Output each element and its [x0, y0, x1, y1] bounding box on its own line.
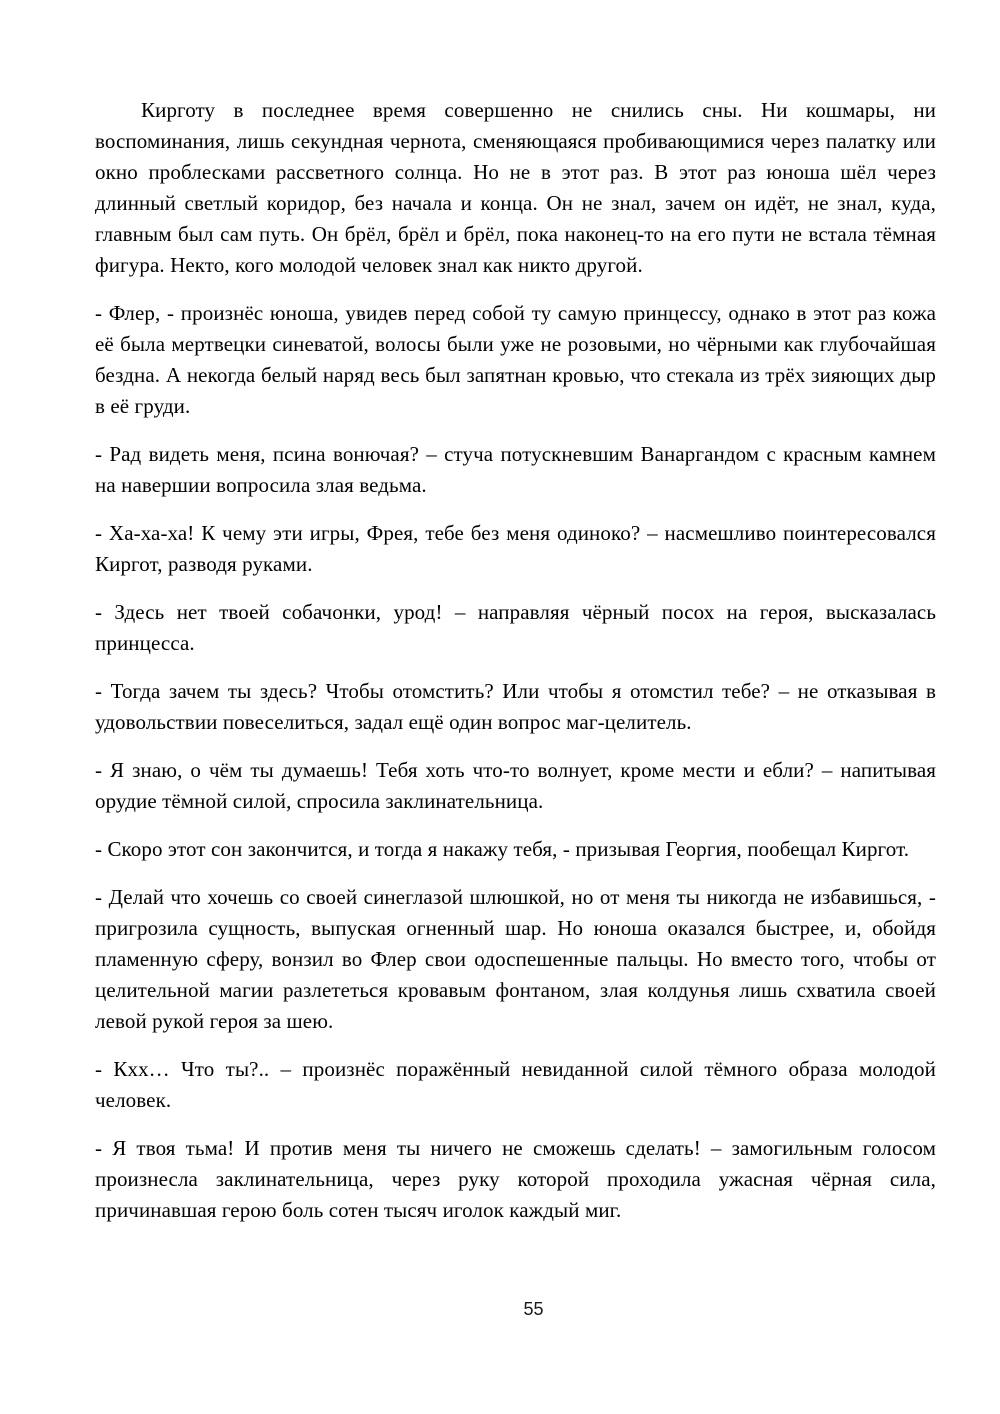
paragraph-dialogue: - Я твоя тьма! И против меня ты ничего не сможешь сделать! – замогильным голосом произнесла заклинательница, через руку которой проходила ужасная чёрная сила, причинавшая герою боль сотен тысяч иголок каждый миг.	[95, 1136, 936, 1222]
paragraph-dialogue: - Я знаю, о чём ты думаешь! Тебя хоть что-то волнует, кроме мести и ебли? – напитывая орудие тёмной силой, спросила заклинательница.	[95, 758, 936, 813]
page-footer	[95, 1298, 936, 1320]
paragraph-narration: Кирготу в последнее время совершенно не снились сны. Ни кошмары, ни воспоминания, лишь секундная чернота, сменяющаяся пробивающимися через палатку или окно проблесками рассветного солнца. Но не в этот раз. В этот раз юноша шёл через длинный светлый коридор, без начала и конца. Он не знал, зачем он идёт, не знал, куда, главным был сам путь. Он брёл, брёл и брёл, пока наконец-то на его пути не встала тёмная фигура. Некто, кого молодой человек знал как никто другой.	[95, 98, 936, 277]
paragraph-dialogue: - Флер, - произнёс юноша, увидев перед собой ту самую принцессу, однако в этот раз кожа её была мертвецки синеватой, волосы были уже не розовыми, но чёрными как глубочайшая бездна. А некогда белый наряд весь был запятнан кровью, что стекала из трёх зияющих дыр в её груди.	[95, 301, 936, 418]
paragraph-dialogue: - Делай что хочешь со своей синеглазой шлюшкой, но от меня ты никогда не избавишься, - пригрозила сущность, выпуская огненный шар. Но юноша оказался быстрее, и, обойдя пламенную сферу, вонзил во Флер свои одоспешенные пальцы. Но вместо того, чтобы от целительной магии разлететься кровавым фонтаном, злая колдунья лишь схватила своей левой рукой героя за шею.	[95, 885, 936, 1033]
paragraph-dialogue: - Здесь нет твоей собачонки, урод! – направляя чёрный посох на героя, высказалась принцесса.	[95, 600, 936, 655]
paragraph-dialogue: - Тогда зачем ты здесь? Чтобы отомстить? Или чтобы я отомстил тебе? – не отказывая в удовольствии повеселиться, задал ещё один вопрос маг-целитель.	[95, 679, 936, 734]
page-number: 55	[523, 1299, 544, 1319]
paragraph-dialogue: - Ха-ха-ха! К чему эти игры, Фрея, тебе без меня одиноко? – насмешливо поинтересовался Киргот, разводя руками.	[95, 521, 936, 576]
paragraph-dialogue: - Скоро этот сон закончится, и тогда я накажу тебя, - призывая Георгия, пообещал Киргот.	[95, 837, 910, 861]
paragraph-dialogue: - Кхх… Что ты?.. – произнёс поражённый невиданной силой тёмного образа молодой человек.	[95, 1057, 936, 1112]
paragraph-dialogue: - Рад видеть меня, псина вонючая? – стуча потускневшим Ванаргандом с красным камнем на навершии вопросила злая ведьма.	[95, 442, 936, 497]
page-body-text	[95, 95, 936, 1226]
